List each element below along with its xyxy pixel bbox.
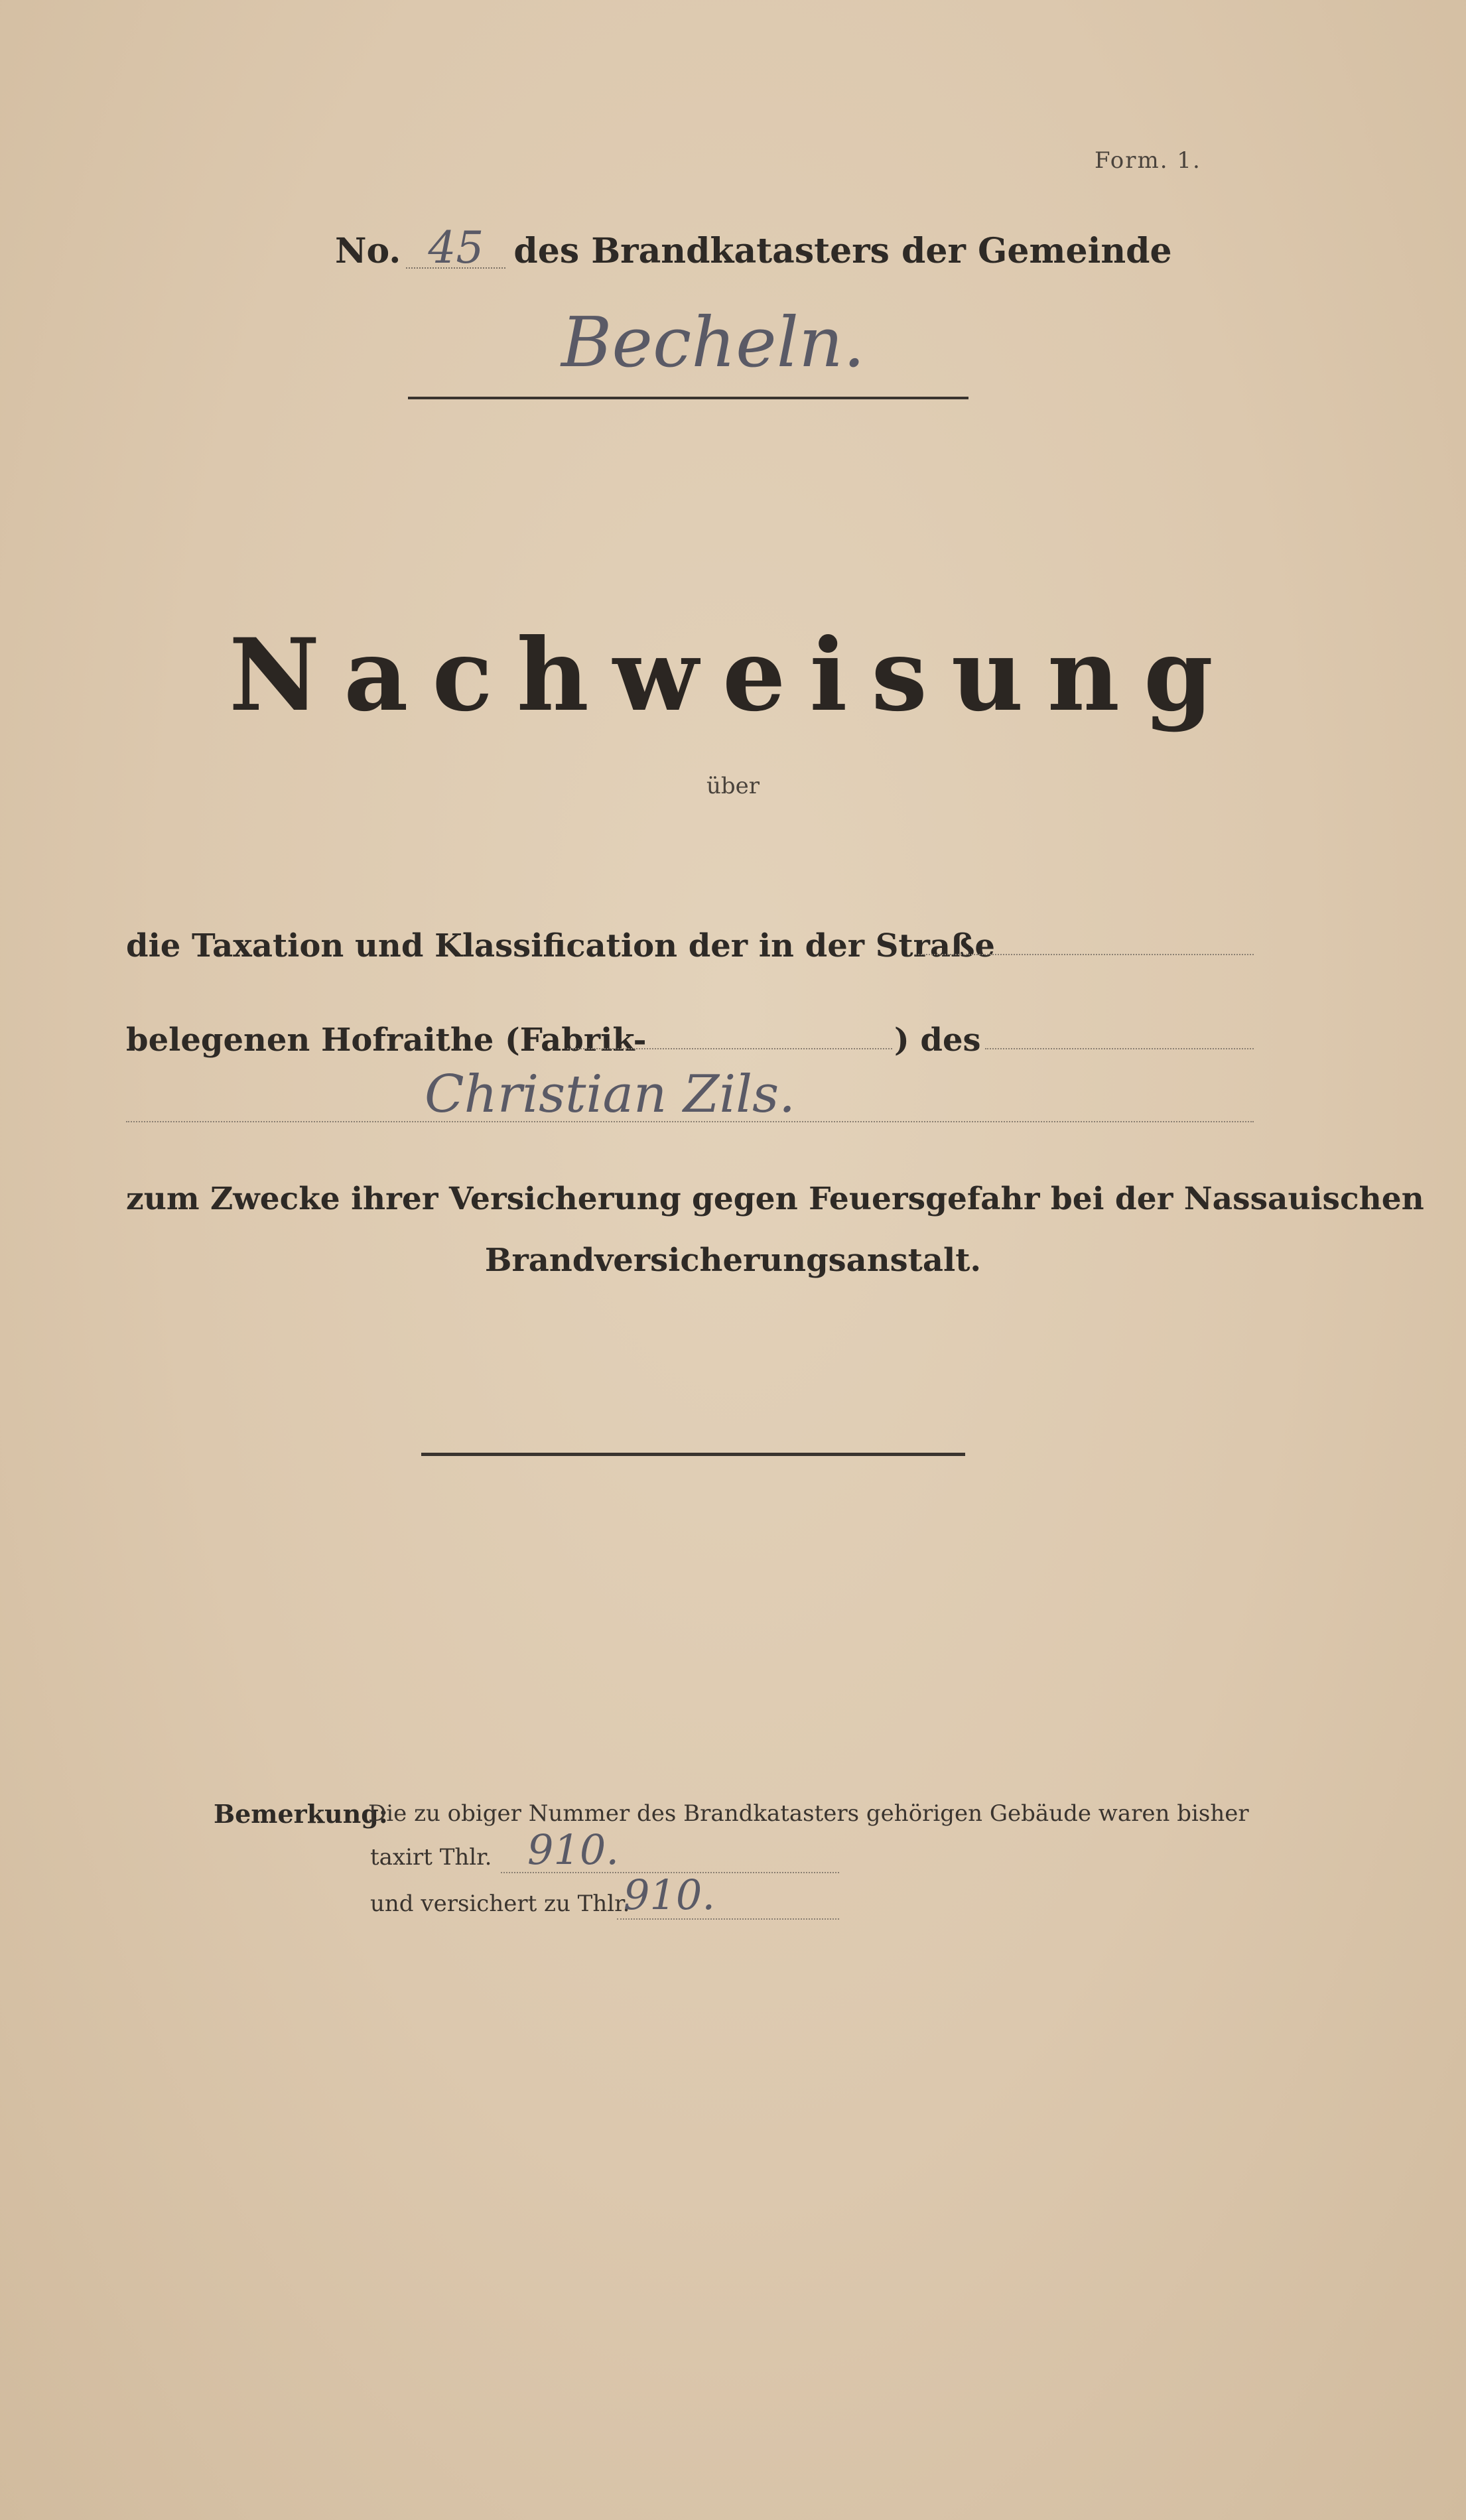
ueber-label: über <box>706 773 760 799</box>
owner-line <box>126 1121 1254 1122</box>
insured-value: 910. <box>624 1871 716 1919</box>
insured-blank-line <box>617 1918 839 1920</box>
form-number: Form. 1. <box>1095 147 1201 174</box>
remark-text-taxed: taxirt Thlr. <box>370 1844 492 1871</box>
remark-text-insured: und versichert zu Thlr. <box>370 1890 630 1917</box>
street-blank-line <box>915 954 1254 955</box>
body-line-institution: Brandversicherungsanstalt. <box>484 1242 982 1279</box>
separator-rule <box>421 1453 965 1456</box>
des-blank-line <box>985 1048 1254 1049</box>
body-line-hofraithe: belegenen Hofraithe (Fabrik- <box>126 1022 647 1059</box>
catalog-number-row <box>335 222 1172 273</box>
remark-label: Bemerkung: <box>214 1799 388 1829</box>
body-line-des: ) des <box>894 1022 981 1059</box>
owner-name-value: Christian Zils. <box>425 1065 795 1124</box>
catalog-text: des Brandkatasters der Gemeinde <box>513 231 1172 271</box>
body-line-purpose: zum Zwecke ihrer Versicherung gegen Feuersgefahr bei der Nassauischen <box>126 1181 1424 1217</box>
fabrik-blank-line <box>567 1048 892 1049</box>
body-line-street: die Taxation und Klassification der in der Straße <box>126 927 995 964</box>
document-title: Nachweisung <box>229 617 1237 734</box>
gemeinde-value: Becheln. <box>561 302 866 383</box>
gemeinde-underline <box>408 397 968 399</box>
no-label: No. <box>335 231 401 271</box>
remark-text-line1: Die zu obiger Nummer des Brandkatasters gehörigen Gebäude waren bisher <box>368 1800 1249 1827</box>
catalog-number-value: 45 <box>406 229 505 269</box>
taxed-value: 910. <box>527 1825 620 1874</box>
